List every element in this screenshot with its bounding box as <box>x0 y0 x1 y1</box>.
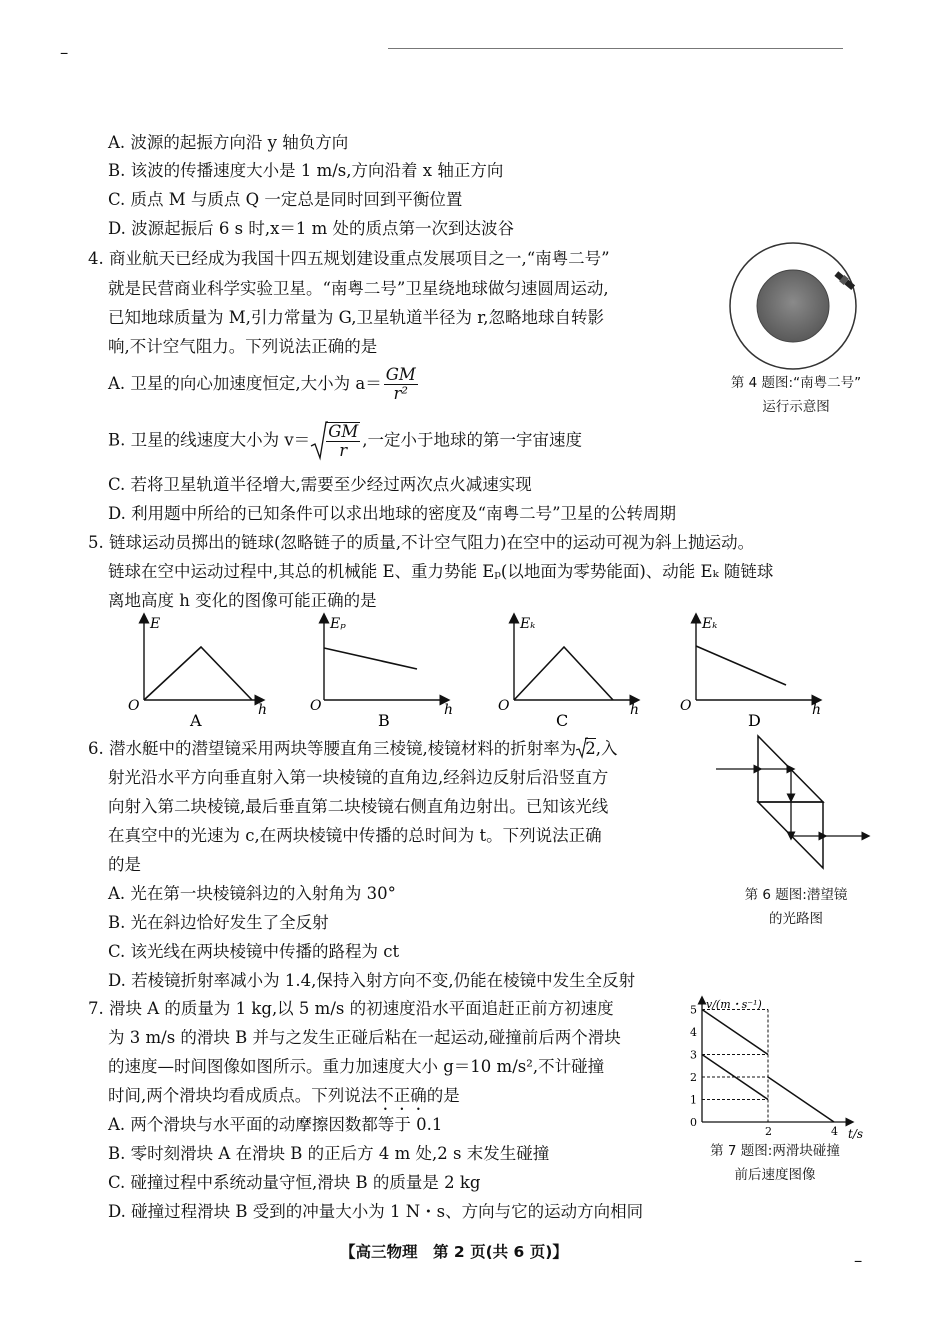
q6-option-a: A. 光在第一块棱镜斜边的入射角为 30° <box>108 884 396 903</box>
chart-xtick-4: 4 <box>831 1125 838 1138</box>
graph-c-origin: O <box>498 698 510 714</box>
chart-ytick-3: 3 <box>690 1048 697 1062</box>
graph-a-origin: O <box>128 698 140 714</box>
q4-option-b <box>108 420 582 462</box>
q4-option-c: C. 若将卫星轨道半径增大,需要至少经过两次点火减速实现 <box>108 475 532 494</box>
page-footer: 【高三物理 第 2 页(共 6 页)】 <box>340 1243 568 1261</box>
graph-a-ylabel: E <box>150 616 161 632</box>
q7-velocity-chart <box>680 994 870 1144</box>
q3-option-c: C. 质点 M 与质点 Q 一定总是同时回到平衡位置 <box>108 190 463 209</box>
chart-xtick-2: 2 <box>765 1125 772 1138</box>
q4-option-b-sqrt: $\frac{GM}{r}$ <box>310 420 362 462</box>
q4-option-a-fraction: $\frac{GM}{\text{r²}}$ <box>385 365 416 403</box>
chart-ytick-4: 4 <box>690 1026 697 1039</box>
chart-ytick-5: 5 <box>690 1003 697 1017</box>
q4-stem-4: 响,不计空气阻力。下列说法正确的是 <box>108 337 378 356</box>
q6-stem-4: 在真空中的光速为 c,在两块棱镜中传播的总时间为 t。下列说法正确 <box>108 826 602 845</box>
q7-stem-1: 7. 滑块 A 的质量为 1 kg,以 5 m/s 的初速度沿水平面追赶正前方初速度 <box>88 999 614 1018</box>
q4-option-b-tail: ,一定小于地球的第一宇宙速度 <box>362 430 583 450</box>
graph-d-origin: O <box>680 698 692 714</box>
q4-stem-3: 已知地球质量为 M,引力常量为 G,卫星轨道半径为 r,忽略地球自转影 <box>108 308 605 327</box>
q4-caption-2: 运行示意图 <box>762 399 830 415</box>
earth-icon <box>757 270 829 342</box>
q7-emphasis: 不正确 <box>377 1086 427 1105</box>
graph-c-letter: C <box>556 711 569 730</box>
q6-option-b: B. 光在斜边恰好发生了全反射 <box>108 913 329 932</box>
header-rule <box>388 48 843 49</box>
graph-b-ylabel: Eₚ <box>330 616 346 632</box>
graph-b-letter: B <box>378 711 390 730</box>
graph-a-letter: A <box>190 711 202 730</box>
graph-b-xlabel: h <box>444 702 454 718</box>
q5-stem-1: 5. 链球运动员掷出的链球(忽略链子的质量,不计空气阻力)在空中的运动可视为斜上抛运动。 <box>88 533 755 552</box>
q3-option-a: A. 波源的起振方向沿 y 轴负方向 <box>108 133 349 152</box>
q7-option-a: A. 两个滑块与水平面的动摩擦因数都等于 0.1 <box>108 1115 443 1134</box>
q5-stem-2: 链球在空中运动过程中,其总的机械能 E、重力势能 Eₚ(以地面为零势能面)、动能 Eₖ 随链球 <box>108 562 774 581</box>
graph-d-letter: D <box>748 711 761 730</box>
q4-stem-1: 4. 商业航天已经成为我国十四五规划建设重点发展项目之一,“南粤二号” <box>88 249 610 268</box>
q7-option-c: C. 碰撞过程中系统动量守恒,滑块 B 的质量是 2 kg <box>108 1173 481 1192</box>
q7-stem-2: 为 3 m/s 的滑块 B 并与之发生正碰后粘在一起运动,碰撞前后两个滑块 <box>108 1028 621 1047</box>
q7-option-d: D. 碰撞过程滑块 B 受到的冲量大小为 1 N・s、方向与它的运动方向相同 <box>108 1202 644 1221</box>
q5-stem-3: 离地高度 h 变化的图像可能正确的是 <box>108 591 377 610</box>
q4-caption-1: 第 4 题图:“南粤二号” <box>730 375 862 391</box>
q6-sqrt: 2 <box>576 738 596 760</box>
q7-stem-3: 的速度—时间图像如图所示。重力加速度大小 g＝10 m/s²,不计碰撞 <box>108 1057 605 1076</box>
q6-stem-5: 的是 <box>108 855 141 874</box>
q4-option-a <box>108 366 420 403</box>
q3-option-d: D. 波源起振后 6 s 时,x＝1 m 处的质点第一次到达波谷 <box>108 219 515 238</box>
q4-option-b-text: B. 卫星的线速度大小为 v＝ <box>108 430 311 450</box>
graph-c <box>498 616 639 730</box>
graph-d-xlabel: h <box>812 702 822 718</box>
q3-option-b: B. 该波的传播速度大小是 1 m/s,方向沿着 x 轴正方向 <box>108 161 504 180</box>
graph-a-curve <box>144 647 252 700</box>
graph-c-ylabel: Eₖ <box>520 616 536 632</box>
chart-ytick-1: 1 <box>690 1093 697 1107</box>
q7-caption-2: 前后速度图像 <box>734 1167 816 1183</box>
q6-periscope-figure <box>716 732 876 882</box>
q7-stem-4: 时间,两个滑块均看成质点。下列说法不正确的是 <box>108 1086 460 1105</box>
q4-option-a-text: A. 卫星的向心加速度恒定,大小为 a＝ <box>108 374 382 393</box>
graph-a <box>128 616 267 730</box>
chart-ylabel: v/(m・s⁻¹) <box>706 998 762 1011</box>
q6-option-d: D. 若棱镜折射率减小为 1.4,保持入射方向不变,仍能在棱镜中发生全反射 <box>108 971 636 990</box>
q7-option-b: B. 零时刻滑块 A 在滑块 B 的正后方 4 m 处,2 s 末发生碰撞 <box>108 1144 550 1163</box>
q6-stem-1: 6. 潜水艇中的潜望镜采用两块等腰直角三棱镜,棱镜材料的折射率为 2,入 <box>88 739 618 758</box>
q4-stem-2: 就是民营商业科学实验卫星。“南粤二号”卫星绕地球做匀速圆周运动, <box>108 279 609 298</box>
q4-option-d: D. 利用题中所给的已知条件可以求出地球的密度及“南粤二号”卫星的公转周期 <box>108 504 677 523</box>
chart-xlabel: t/s <box>848 1127 864 1141</box>
chart-ytick-0: 0 <box>690 1116 697 1129</box>
q6-option-c: C. 该光线在两块棱镜中传播的路程为 ct <box>108 942 400 961</box>
graph-d <box>680 616 821 730</box>
graph-a-xlabel: h <box>258 702 268 718</box>
q6-stem-3: 向射入第二块棱镜,最后垂直第二块棱镜右侧直角边射出。已知该光线 <box>108 797 609 816</box>
graph-b-curve <box>324 648 417 669</box>
graph-d-curve <box>696 646 786 685</box>
q4-orbit-figure <box>716 240 876 380</box>
graph-c-xlabel: h <box>630 702 640 718</box>
satellite-icon <box>834 271 856 291</box>
chart-series-a-b <box>768 1077 834 1122</box>
q6-caption-2: 的光路图 <box>769 911 823 927</box>
chart-ytick-2: 2 <box>690 1071 697 1084</box>
q5-graphs <box>120 610 840 735</box>
q7-caption-1: 第 7 题图:两滑块碰撞 <box>710 1143 840 1159</box>
graph-c-curve <box>514 647 613 700</box>
graph-b <box>310 616 453 730</box>
graph-d-ylabel: Eₖ <box>702 616 718 632</box>
graph-b-origin: O <box>310 698 322 714</box>
q6-caption-1: 第 6 题图:潜望镜 <box>744 887 848 903</box>
corner-mark-right: – <box>854 1251 863 1270</box>
chart-series-a <box>702 1010 768 1055</box>
q6-stem-2: 射光沿水平方向垂直射入第一块棱镜的直角边,经斜边反射后沿竖直方 <box>108 768 609 787</box>
corner-mark: – <box>60 43 69 62</box>
